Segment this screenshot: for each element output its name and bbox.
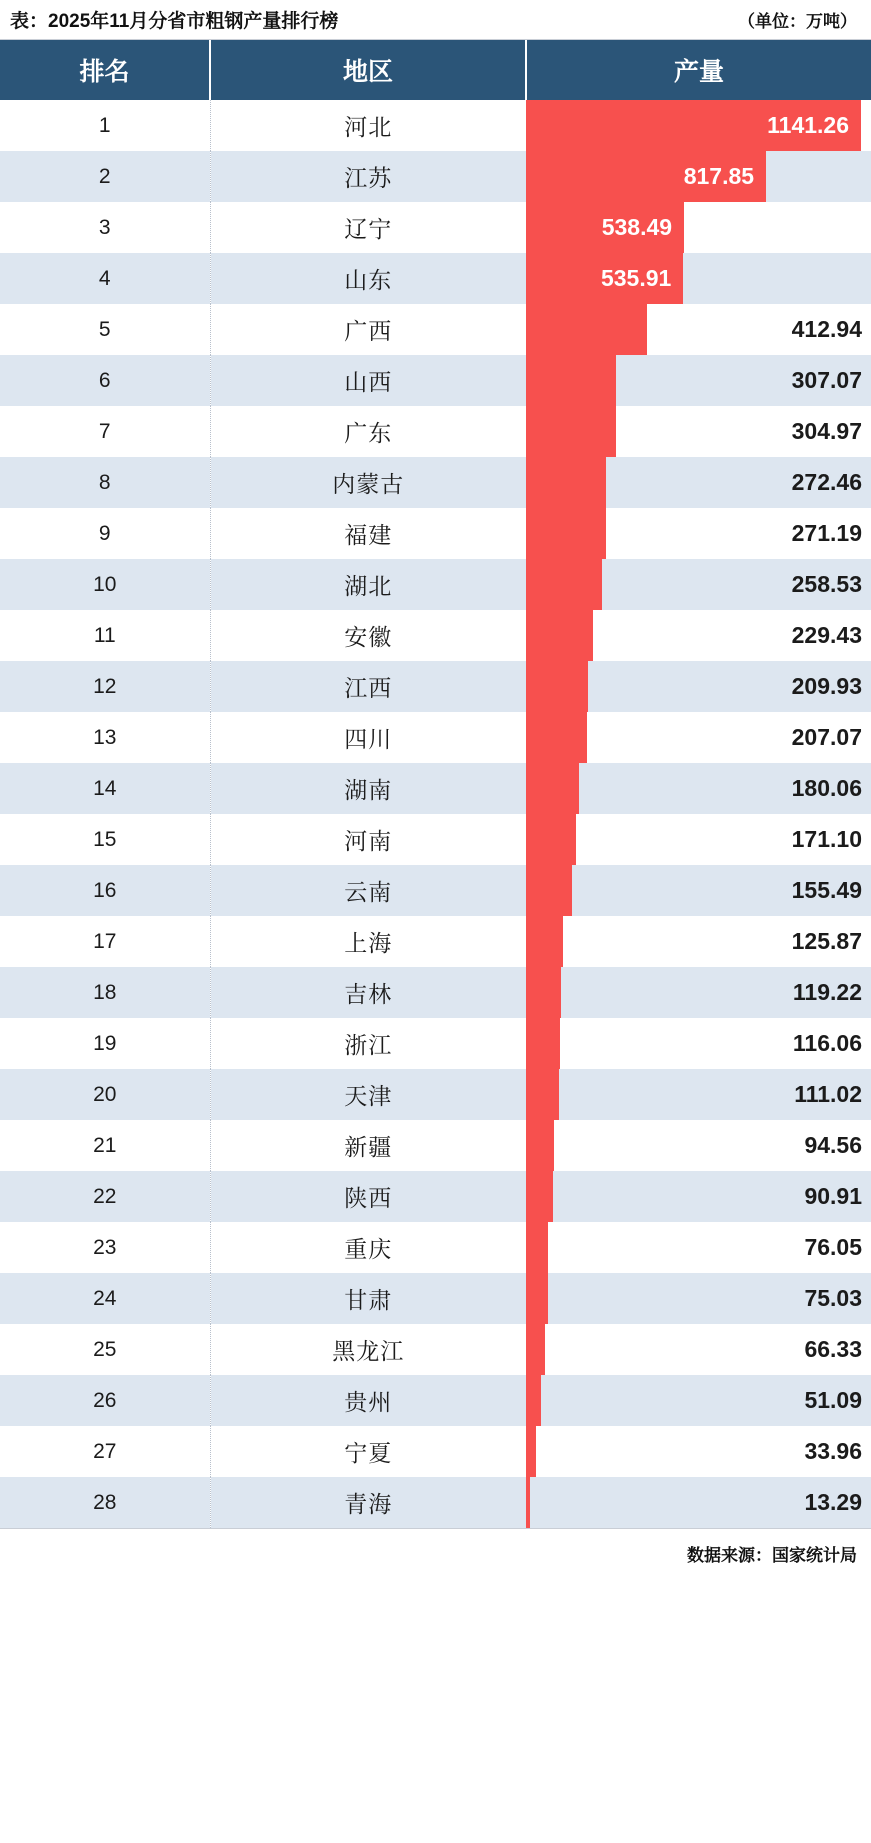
value-label: 258.53 bbox=[791, 571, 862, 597]
cell-value bbox=[526, 814, 871, 865]
value-bar bbox=[526, 610, 593, 661]
cell-region: 青海 bbox=[210, 1477, 526, 1528]
cell-region: 上海 bbox=[210, 916, 526, 967]
cell-region: 内蒙古 bbox=[210, 457, 526, 508]
title-bar bbox=[0, 0, 871, 40]
cell-rank: 10 bbox=[0, 559, 210, 610]
table-row bbox=[0, 355, 871, 406]
cell-value bbox=[526, 457, 871, 508]
cell-region: 宁夏 bbox=[210, 1426, 526, 1477]
table-row bbox=[0, 1069, 871, 1120]
cell-value bbox=[526, 661, 871, 712]
cell-region: 浙江 bbox=[210, 1018, 526, 1069]
cell-region: 天津 bbox=[210, 1069, 526, 1120]
value-bar bbox=[526, 508, 606, 559]
value-bar bbox=[526, 763, 579, 814]
cell-value bbox=[526, 1324, 871, 1375]
value-label: 90.91 bbox=[804, 1183, 862, 1209]
cell-value bbox=[526, 916, 871, 967]
cell-rank: 26 bbox=[0, 1375, 210, 1426]
table-row bbox=[0, 1324, 871, 1375]
bar-wrap bbox=[526, 1171, 871, 1222]
cell-value bbox=[526, 1069, 871, 1120]
table-row bbox=[0, 814, 871, 865]
value-bar bbox=[526, 1171, 553, 1222]
value-label: 75.03 bbox=[804, 1285, 862, 1311]
cell-rank: 18 bbox=[0, 967, 210, 1018]
cell-value bbox=[526, 1120, 871, 1171]
value-bar bbox=[526, 1069, 559, 1120]
value-label: 125.87 bbox=[791, 928, 862, 954]
cell-value bbox=[526, 508, 871, 559]
value-label: 535.91 bbox=[600, 265, 672, 291]
table-row bbox=[0, 559, 871, 610]
value-bar bbox=[526, 967, 561, 1018]
table-row bbox=[0, 763, 871, 814]
cell-region: 甘肃 bbox=[210, 1273, 526, 1324]
unit-label: （单位：万吨） bbox=[738, 12, 857, 31]
cell-value bbox=[526, 1477, 871, 1528]
column-header-value: 产量 bbox=[526, 40, 871, 100]
cell-region: 新疆 bbox=[210, 1120, 526, 1171]
bar-wrap bbox=[526, 1273, 871, 1324]
table-row bbox=[0, 916, 871, 967]
value-label: 119.22 bbox=[792, 979, 862, 1005]
table-row bbox=[0, 1222, 871, 1273]
page-title: 表：2025年11月分省市粗钢产量排行榜 bbox=[10, 11, 339, 32]
value-bar bbox=[526, 1324, 545, 1375]
value-bar bbox=[526, 865, 572, 916]
bar-wrap bbox=[526, 1324, 871, 1375]
cell-region: 河北 bbox=[210, 100, 526, 151]
value-label: 272.46 bbox=[791, 469, 862, 495]
table-body bbox=[0, 100, 871, 1528]
cell-rank: 13 bbox=[0, 712, 210, 763]
bar-wrap bbox=[526, 661, 871, 712]
cell-value bbox=[526, 610, 871, 661]
cell-rank: 16 bbox=[0, 865, 210, 916]
value-label: 76.05 bbox=[804, 1234, 862, 1260]
cell-rank: 14 bbox=[0, 763, 210, 814]
value-label: 171.10 bbox=[791, 826, 862, 852]
cell-rank: 2 bbox=[0, 151, 210, 202]
cell-value bbox=[526, 967, 871, 1018]
value-bar bbox=[526, 457, 606, 508]
value-label: 116.06 bbox=[792, 1030, 862, 1056]
bar-wrap bbox=[526, 916, 871, 967]
value-label: 304.97 bbox=[791, 418, 862, 444]
value-bar bbox=[526, 814, 576, 865]
cell-rank: 9 bbox=[0, 508, 210, 559]
ranking-table bbox=[0, 40, 871, 1528]
value-label: 13.29 bbox=[804, 1489, 862, 1515]
cell-rank: 22 bbox=[0, 1171, 210, 1222]
table-row bbox=[0, 100, 871, 151]
cell-value bbox=[526, 355, 871, 406]
table-row bbox=[0, 1120, 871, 1171]
cell-region: 河南 bbox=[210, 814, 526, 865]
bar-wrap bbox=[526, 1375, 871, 1426]
cell-value bbox=[526, 1375, 871, 1426]
table-row bbox=[0, 508, 871, 559]
table-row bbox=[0, 202, 871, 253]
value-label: 155.49 bbox=[791, 877, 862, 903]
cell-region: 山东 bbox=[210, 253, 526, 304]
cell-rank: 3 bbox=[0, 202, 210, 253]
cell-region: 湖北 bbox=[210, 559, 526, 610]
value-bar bbox=[526, 712, 587, 763]
value-label: 229.43 bbox=[791, 622, 862, 648]
cell-region: 湖南 bbox=[210, 763, 526, 814]
table-row bbox=[0, 457, 871, 508]
value-label: 207.07 bbox=[791, 724, 862, 750]
cell-value bbox=[526, 1018, 871, 1069]
table-row bbox=[0, 406, 871, 457]
table-row bbox=[0, 151, 871, 202]
bar-wrap bbox=[526, 1069, 871, 1120]
cell-rank: 19 bbox=[0, 1018, 210, 1069]
cell-rank: 23 bbox=[0, 1222, 210, 1273]
value-label: 33.96 bbox=[804, 1438, 862, 1464]
cell-region: 辽宁 bbox=[210, 202, 526, 253]
cell-region: 江苏 bbox=[210, 151, 526, 202]
cell-value bbox=[526, 559, 871, 610]
table-row bbox=[0, 610, 871, 661]
value-label: 111.02 bbox=[794, 1081, 862, 1107]
cell-rank: 1 bbox=[0, 100, 210, 151]
table-row bbox=[0, 304, 871, 355]
cell-rank: 24 bbox=[0, 1273, 210, 1324]
cell-value bbox=[526, 406, 871, 457]
cell-rank: 4 bbox=[0, 253, 210, 304]
cell-region: 福建 bbox=[210, 508, 526, 559]
cell-region: 山西 bbox=[210, 355, 526, 406]
cell-value bbox=[526, 151, 871, 202]
value-bar bbox=[526, 1222, 548, 1273]
value-label: 1141.26 bbox=[767, 112, 849, 138]
header-row bbox=[0, 40, 871, 100]
value-label: 51.09 bbox=[804, 1387, 862, 1413]
cell-rank: 28 bbox=[0, 1477, 210, 1528]
bar-wrap bbox=[526, 1426, 871, 1477]
value-label: 817.85 bbox=[683, 163, 755, 189]
cell-rank: 6 bbox=[0, 355, 210, 406]
value-label: 66.33 bbox=[804, 1336, 862, 1362]
value-bar bbox=[526, 1120, 554, 1171]
cell-value bbox=[526, 712, 871, 763]
bar-wrap bbox=[526, 355, 871, 406]
bar-wrap bbox=[526, 763, 871, 814]
table-row bbox=[0, 1477, 871, 1528]
value-label: 94.56 bbox=[804, 1132, 862, 1158]
bar-wrap bbox=[526, 967, 871, 1018]
value-bar bbox=[526, 304, 647, 355]
cell-value bbox=[526, 1222, 871, 1273]
cell-rank: 20 bbox=[0, 1069, 210, 1120]
table-row bbox=[0, 1171, 871, 1222]
bar-wrap bbox=[526, 202, 871, 253]
value-bar bbox=[526, 1018, 560, 1069]
cell-region: 安徽 bbox=[210, 610, 526, 661]
cell-value bbox=[526, 763, 871, 814]
bar-wrap bbox=[526, 559, 871, 610]
table-row bbox=[0, 712, 871, 763]
cell-value bbox=[526, 1426, 871, 1477]
bar-wrap bbox=[526, 253, 871, 304]
cell-value bbox=[526, 1273, 871, 1324]
cell-rank: 11 bbox=[0, 610, 210, 661]
bar-wrap bbox=[526, 1222, 871, 1273]
bar-wrap bbox=[526, 151, 871, 202]
cell-rank: 15 bbox=[0, 814, 210, 865]
cell-rank: 27 bbox=[0, 1426, 210, 1477]
cell-region: 陕西 bbox=[210, 1171, 526, 1222]
value-bar bbox=[526, 1375, 541, 1426]
value-label: 180.06 bbox=[791, 775, 862, 801]
cell-value bbox=[526, 202, 871, 253]
cell-region: 贵州 bbox=[210, 1375, 526, 1426]
value-bar bbox=[526, 661, 588, 712]
cell-value bbox=[526, 253, 871, 304]
value-bar bbox=[526, 916, 563, 967]
cell-rank: 7 bbox=[0, 406, 210, 457]
table-header bbox=[0, 40, 871, 100]
footer bbox=[0, 1528, 871, 1578]
bar-wrap bbox=[526, 1120, 871, 1171]
cell-value bbox=[526, 100, 871, 151]
bar-wrap bbox=[526, 457, 871, 508]
value-bar bbox=[526, 559, 602, 610]
data-source-label: 数据来源：国家统计局 bbox=[687, 1546, 857, 1565]
cell-region: 广西 bbox=[210, 304, 526, 355]
table-row bbox=[0, 1375, 871, 1426]
cell-value bbox=[526, 304, 871, 355]
cell-region: 四川 bbox=[210, 712, 526, 763]
value-label: 412.94 bbox=[791, 316, 862, 342]
value-label: 538.49 bbox=[601, 214, 673, 240]
cell-rank: 21 bbox=[0, 1120, 210, 1171]
bar-wrap bbox=[526, 712, 871, 763]
cell-rank: 12 bbox=[0, 661, 210, 712]
table-row bbox=[0, 1273, 871, 1324]
bar-wrap bbox=[526, 610, 871, 661]
cell-region: 广东 bbox=[210, 406, 526, 457]
bar-wrap bbox=[526, 406, 871, 457]
value-label: 209.93 bbox=[791, 673, 862, 699]
column-header-rank: 排名 bbox=[0, 40, 210, 100]
bar-wrap bbox=[526, 304, 871, 355]
cell-value bbox=[526, 1171, 871, 1222]
value-bar bbox=[526, 406, 616, 457]
table-row bbox=[0, 253, 871, 304]
cell-rank: 17 bbox=[0, 916, 210, 967]
cell-region: 江西 bbox=[210, 661, 526, 712]
cell-rank: 8 bbox=[0, 457, 210, 508]
cell-region: 黑龙江 bbox=[210, 1324, 526, 1375]
value-bar bbox=[526, 355, 616, 406]
bar-wrap bbox=[526, 1477, 871, 1528]
bar-wrap bbox=[526, 1018, 871, 1069]
table-row bbox=[0, 1426, 871, 1477]
table-row bbox=[0, 1018, 871, 1069]
bar-wrap bbox=[526, 100, 871, 151]
cell-rank: 5 bbox=[0, 304, 210, 355]
table-row bbox=[0, 661, 871, 712]
bar-wrap bbox=[526, 508, 871, 559]
value-label: 307.07 bbox=[791, 367, 862, 393]
table-row bbox=[0, 865, 871, 916]
bar-wrap bbox=[526, 814, 871, 865]
value-bar bbox=[526, 1273, 548, 1324]
value-label: 271.19 bbox=[791, 520, 862, 546]
cell-region: 云南 bbox=[210, 865, 526, 916]
value-bar bbox=[526, 1426, 536, 1477]
cell-region: 吉林 bbox=[210, 967, 526, 1018]
cell-rank: 25 bbox=[0, 1324, 210, 1375]
table-row bbox=[0, 967, 871, 1018]
cell-value bbox=[526, 865, 871, 916]
value-bar bbox=[526, 1477, 530, 1528]
column-header-region: 地区 bbox=[210, 40, 526, 100]
cell-region: 重庆 bbox=[210, 1222, 526, 1273]
bar-wrap bbox=[526, 865, 871, 916]
